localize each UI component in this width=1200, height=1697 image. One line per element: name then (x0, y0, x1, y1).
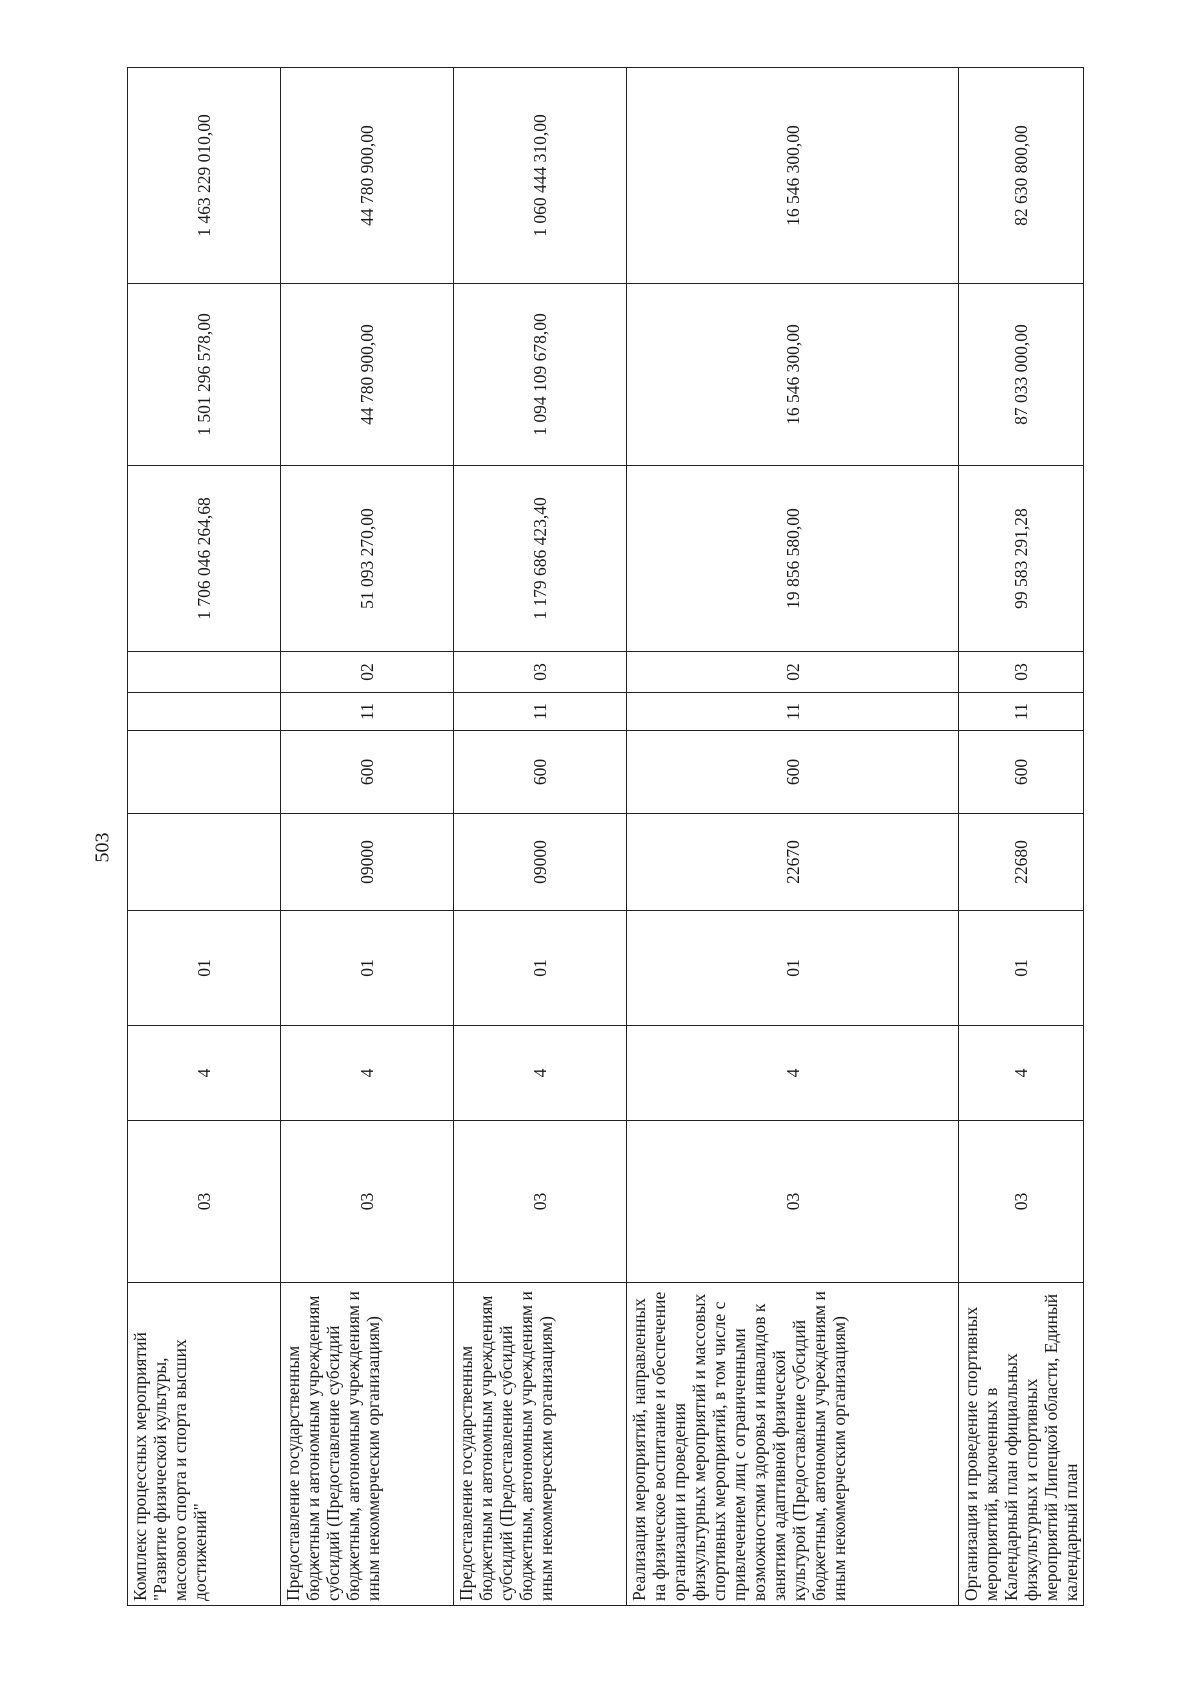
cell-pr: 03 (959, 652, 1084, 693)
budget-table (127, 67, 1084, 1606)
cell-code3: 01 (281, 911, 454, 1026)
cell-name: Предоставление государственным бюджетным и автономным учреждениям субсидий (Предоставление субсидий бюджетным, автономным учреждениям и иным некоммерческим организациям) (281, 1283, 454, 1606)
cell-code1: 03 (454, 1121, 627, 1283)
cell-name: Организация и проведение спортивных мероприятий, включенных в Календарный план официальных физкультурных и спортивных мероприятий Липецкой области, Единый календарный план (959, 1283, 1084, 1606)
cell-code1: 03 (281, 1121, 454, 1283)
cell-value-3: 16 546 300,00 (627, 68, 959, 284)
cell-code3: 01 (627, 911, 959, 1026)
table-row (627, 68, 959, 1606)
cell-pr (128, 652, 281, 693)
cell-vr (128, 731, 281, 814)
page-number: 503 (91, 832, 114, 863)
table-row (959, 68, 1084, 1606)
cell-code4: 09000 (454, 814, 627, 911)
cell-value-2: 16 546 300,00 (627, 284, 959, 466)
cell-code2: 4 (454, 1026, 627, 1121)
cell-value-2: 87 033 000,00 (959, 284, 1084, 466)
cell-value-3: 1 060 444 310,00 (454, 68, 627, 284)
cell-name: Комплекс процессных мероприятий "Развитие физической культуры, массового спорта и спорта высших достижений" (128, 1283, 281, 1606)
cell-rz: 11 (959, 693, 1084, 731)
cell-code2: 4 (281, 1026, 454, 1121)
cell-code2: 4 (959, 1026, 1084, 1121)
cell-vr: 600 (454, 731, 627, 814)
cell-code4 (128, 814, 281, 911)
cell-value-3: 1 463 229 010,00 (128, 68, 281, 284)
cell-value-1: 51 093 270,00 (281, 466, 454, 652)
cell-value-1: 19 856 580,00 (627, 466, 959, 652)
cell-code3: 01 (454, 911, 627, 1026)
cell-code3: 01 (959, 911, 1084, 1026)
cell-code2: 4 (128, 1026, 281, 1121)
cell-code4: 22670 (627, 814, 959, 911)
cell-code1: 03 (128, 1121, 281, 1283)
cell-pr: 02 (281, 652, 454, 693)
table-row (454, 68, 627, 1606)
cell-value-3: 82 630 800,00 (959, 68, 1084, 284)
cell-value-1: 1 179 686 423,40 (454, 466, 627, 652)
cell-code1: 03 (627, 1121, 959, 1283)
cell-vr: 600 (627, 731, 959, 814)
cell-vr: 600 (281, 731, 454, 814)
budget-table-rotated (127, 68, 1081, 1606)
cell-pr: 03 (454, 652, 627, 693)
cell-value-3: 44 780 900,00 (281, 68, 454, 284)
cell-code3: 01 (128, 911, 281, 1026)
cell-rz: 11 (454, 693, 627, 731)
cell-value-2: 44 780 900,00 (281, 284, 454, 466)
cell-code4: 09000 (281, 814, 454, 911)
cell-rz (128, 693, 281, 731)
cell-vr: 600 (959, 731, 1084, 814)
cell-code2: 4 (627, 1026, 959, 1121)
table-row (128, 68, 281, 1606)
cell-name: Предоставление государственным бюджетным и автономным учреждениям субсидий (Предоставление субсидий бюджетным, автономным учреждениям и иным некоммерческим организациям) (454, 1283, 627, 1606)
cell-rz: 11 (281, 693, 454, 731)
cell-value-1: 99 583 291,28 (959, 466, 1084, 652)
cell-value-2: 1 501 296 578,00 (128, 284, 281, 466)
table-row (281, 68, 454, 1606)
cell-pr: 02 (627, 652, 959, 693)
cell-name: Реализация мероприятий, направленных на физическое воспитание и обеспечение организации и проведения физкультурных мероприятий и массовых спортивных мероприятий, в том числе с привлечением лиц с ограниченными возможностями здоровья и инвалидов к занятиям адаптивной физической культурой (Предоставление субсидий бюджетным, автономным учреждениям и иным некоммерческим организациям) (627, 1283, 959, 1606)
cell-rz: 11 (627, 693, 959, 731)
cell-value-2: 1 094 109 678,00 (454, 284, 627, 466)
cell-value-1: 1 706 046 264,68 (128, 466, 281, 652)
cell-code1: 03 (959, 1121, 1084, 1283)
cell-code4: 22680 (959, 814, 1084, 911)
